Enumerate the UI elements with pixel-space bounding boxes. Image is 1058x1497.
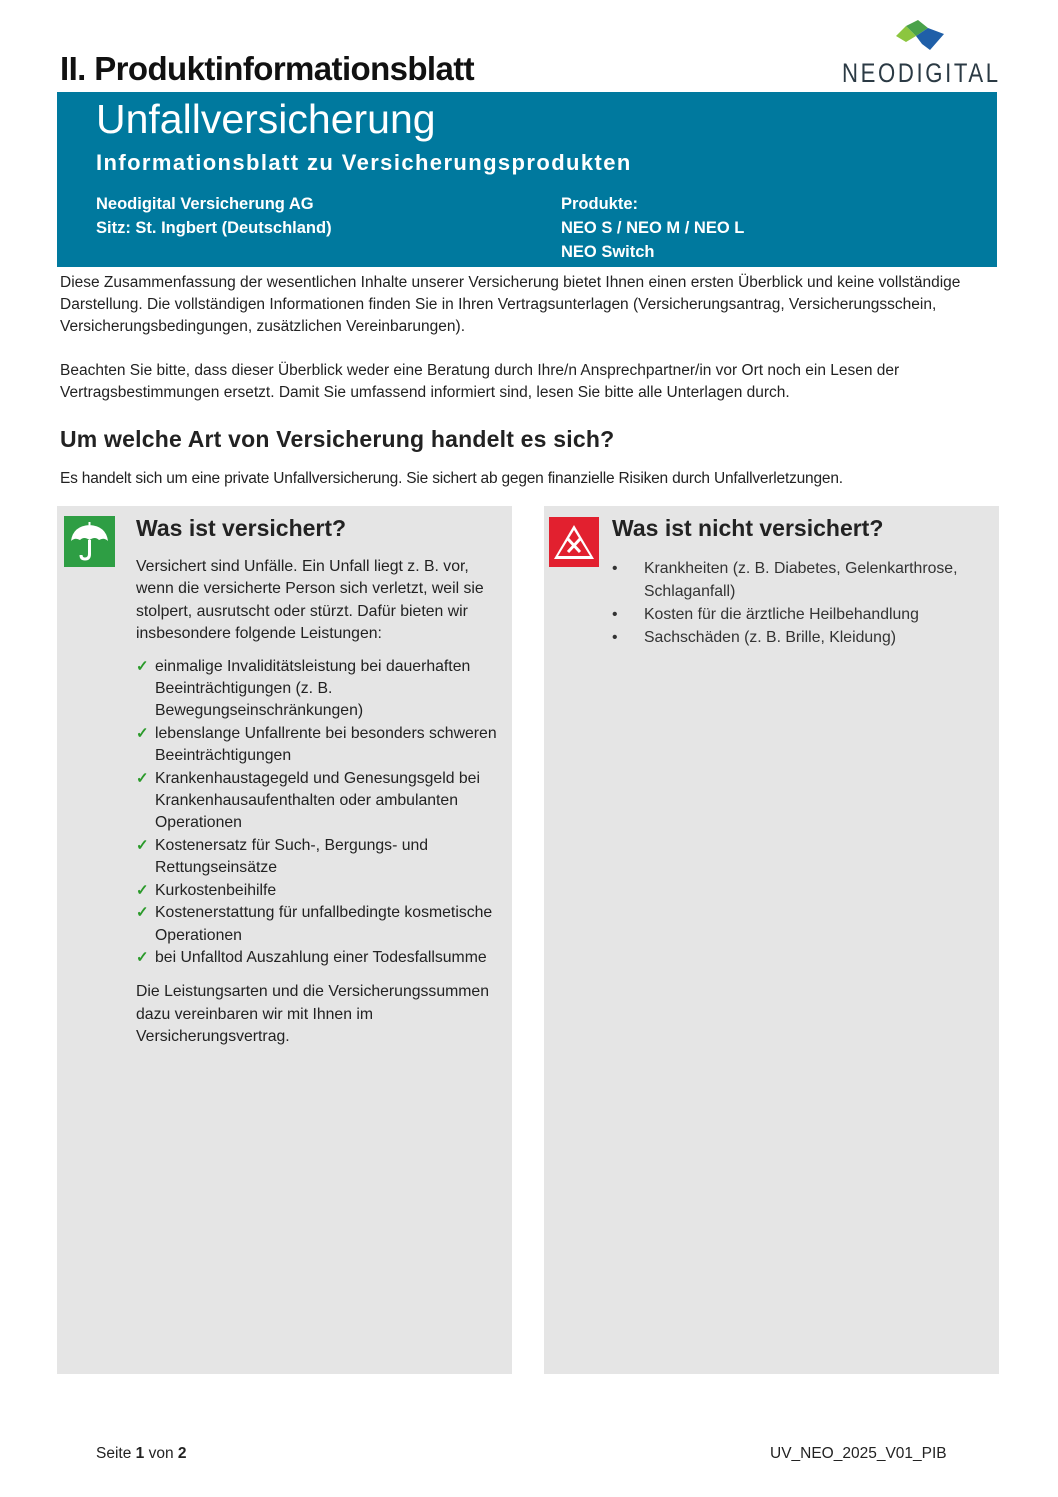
insured-list — [136, 656, 501, 970]
products-line: NEO S / NEO M / NEO L — [561, 219, 745, 237]
intro-paragraph: Diese Zusammenfassung der wesentlichen Inhalte unserer Versicherung bietet Ihnen einen ersten Überblick und keine vollständige Darstellung. Die vollständigen Informationen finden Sie in Ihren Vertragsunterlagen (Versicherungsantrag, Versicherungsschein, Versicherungsbedingungen, zusätzlichen Vereinbarungen). — [60, 274, 961, 335]
umbrella-icon — [64, 516, 115, 567]
intro-paragraph: Beachten Sie bitte, dass dieser Überblick weder eine Beratung durch Ihre/n Ansprechpartner/in vor Ort noch ein Lesen der Vertragsbestimmungen ersetzt. Damit Sie umfassend informiert sind, lesen Sie bitte alle Unterlagen durch. — [60, 362, 900, 401]
products-label: Produkte: — [561, 195, 639, 213]
check-icon: ✓ — [136, 836, 149, 854]
check-icon: ✓ — [136, 724, 149, 742]
document-id: UV_NEO_2025_V01_PIB — [770, 1445, 947, 1462]
not-insured-list — [612, 557, 992, 649]
insurer-name: Neodigital Versicherung AG — [96, 195, 314, 213]
insured-content — [136, 556, 501, 1049]
banner-subtitle: Informationsblatt zu Versicherungsprodukten — [96, 150, 632, 175]
list-item: ✓ bei Unfalltod Auszahlung einer Todesfallsumme — [136, 947, 501, 969]
list-item: ✓ lebenslange Unfallrente bei besonders schweren Beeinträchtigungen — [136, 724, 497, 765]
not-insured-title: Was ist nicht versichert? — [612, 515, 884, 541]
bullet-icon: • — [612, 606, 618, 623]
check-icon: ✓ — [136, 948, 149, 966]
list-item: ✓ Kostenerstattung für unfallbedingte kosmetische Operationen — [136, 904, 493, 944]
bullet-icon: • — [612, 629, 618, 646]
bullet-icon: • — [612, 560, 618, 577]
logo-text: NEODIGITAL — [842, 58, 1001, 88]
check-icon: ✓ — [136, 881, 149, 899]
page-heading: II. Produktinformationsblatt — [60, 50, 475, 87]
not-insured-box — [544, 506, 999, 1374]
banner-title: Unfallversicherung — [96, 96, 436, 142]
page-number: Seite 1 von 2 — [96, 1445, 187, 1462]
insured-intro: Versichert sind Unfälle. Ein Unfall liegt z. B. vor, wenn die versicherte Person sich verletzt, weil sie stolpert, ausrutscht oder stürzt. Dafür bieten wir insbesondere folgende Leistungen: — [136, 558, 484, 643]
products-info — [561, 192, 744, 264]
insured-box — [57, 506, 512, 1374]
list-item: • Sachschäden (z. B. Brille, Kleidung) — [612, 626, 992, 649]
logo-mark-icon — [894, 20, 946, 52]
insured-outro: Die Leistungsarten und die Versicherungssummen dazu vereinbaren wir mit Ihnen im Versicherungsvertrag. — [136, 983, 490, 1046]
check-icon: ✓ — [136, 904, 149, 922]
list-item: ✓ Krankenhaustagegeld und Genesungsgeld bei Krankenhausaufenthalten oder ambulanten Operationen — [136, 769, 480, 832]
insurer-seat: Sitz: St. Ingbert (Deutschland) — [96, 219, 332, 237]
list-item: ✓ Kostenersatz für Such-, Bergungs- und Rettungseinsätze — [136, 836, 429, 877]
list-item: ✓ einmalige Invaliditätsleistung bei dauerhaften Beeinträchtigungen (z. B. Bewegungseinschränkungen) — [136, 657, 471, 720]
check-icon: ✓ — [136, 657, 149, 675]
section-text: Es handelt sich um eine private Unfallversicherung. Sie sichert ab gegen finanzielle Risiken durch Unfallverletzungen. — [60, 470, 843, 487]
insurer-info — [96, 192, 332, 240]
section-heading: Um welche Art von Versicherung handelt es sich? — [60, 426, 615, 452]
list-item: ✓ Kurkostenbeihilfe — [136, 880, 501, 902]
products-line: NEO Switch — [561, 243, 655, 261]
list-item: • Krankheiten (z. B. Diabetes, Gelenkarthrose, Schlaganfall) — [612, 557, 992, 603]
insured-title: Was ist versichert? — [136, 515, 347, 541]
warning-cross-icon — [549, 517, 599, 567]
title-banner — [57, 92, 997, 267]
check-icon: ✓ — [136, 769, 149, 787]
list-item: • Kosten für die ärztliche Heilbehandlung — [612, 603, 992, 626]
neodigital-logo — [838, 20, 1003, 90]
